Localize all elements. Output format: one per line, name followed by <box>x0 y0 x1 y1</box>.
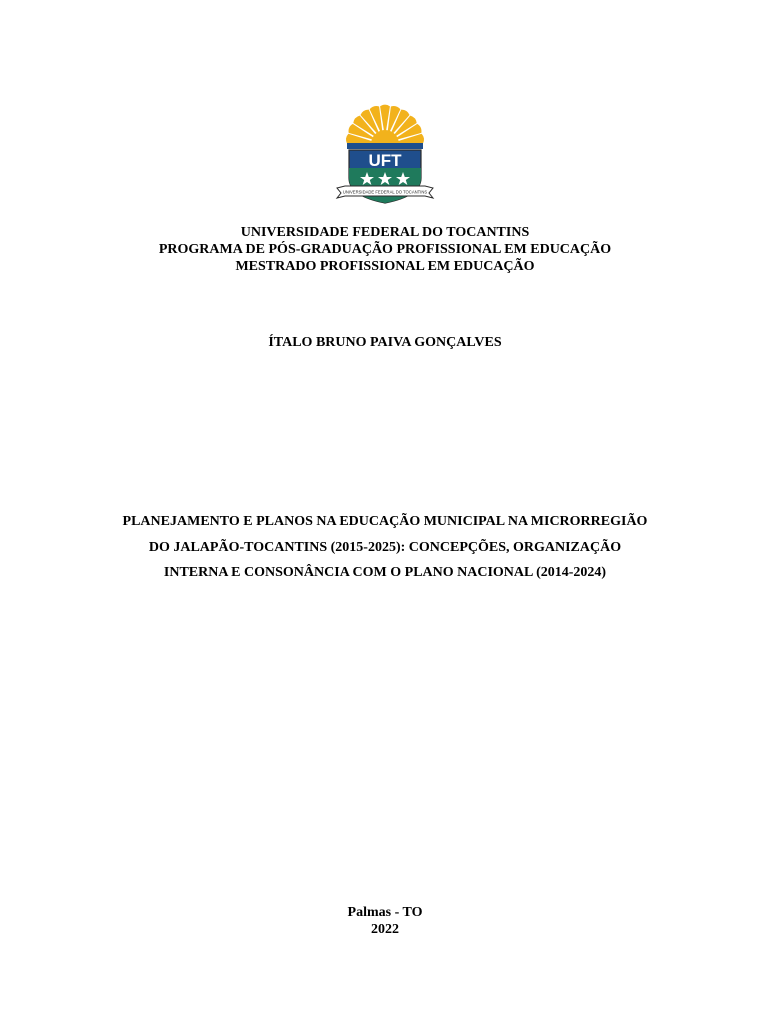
uft-logo-graphic <box>335 100 435 206</box>
institution-header <box>0 224 770 275</box>
uft-logo <box>335 100 435 206</box>
author-name: ÍTALO BRUNO PAIVA GONÇALVES <box>268 335 502 350</box>
thesis-title-line: PLANEJAMENTO E PLANOS NA EDUCAÇÃO MUNICIPAL NA MICRORREGIÃO <box>122 514 648 529</box>
university-name: UNIVERSIDADE FEDERAL DO TOCANTINS <box>240 225 530 240</box>
year: 2022 <box>371 922 399 937</box>
city: Palmas - TO <box>347 905 423 920</box>
logo-ribbon-text: UNIVERSIDADE FEDERAL DO TOCANTINS <box>342 189 428 195</box>
logo-band <box>347 143 423 149</box>
sun-core <box>371 130 399 144</box>
degree-name: MESTRADO PROFISSIONAL EM EDUCAÇÃO <box>235 259 535 274</box>
place-and-year <box>0 904 770 938</box>
sun-rays-icon <box>346 105 424 144</box>
thesis-title <box>0 509 770 586</box>
logo-text: UFT <box>368 151 402 170</box>
thesis-title-line: INTERNA E CONSONÂNCIA COM O PLANO NACIONAL (2014-2024) <box>163 565 607 580</box>
program-name: PROGRAMA DE PÓS-GRADUAÇÃO PROFISSIONAL EM EDUCAÇÃO <box>158 242 612 257</box>
thesis-title-line: DO JALAPÃO-TOCANTINS (2015-2025): CONCEPÇÕES, ORGANIZAÇÃO <box>148 539 622 555</box>
